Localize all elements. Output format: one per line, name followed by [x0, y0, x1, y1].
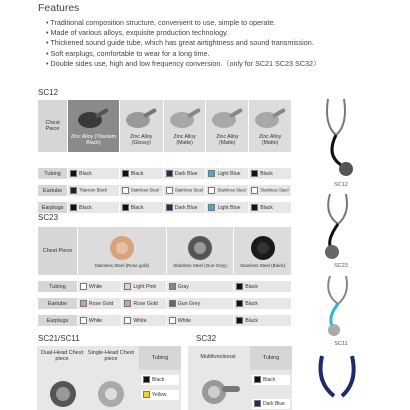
chest-piece-label: Chest Piece [38, 100, 67, 152]
row-label: Eartube [38, 185, 67, 196]
sc12-row-tubing [38, 168, 291, 179]
color-swatch [236, 283, 243, 290]
option-text: Black [79, 204, 92, 211]
option-cell [68, 168, 119, 179]
option-text: Black [263, 377, 276, 383]
row-label: Earplugs [38, 315, 77, 326]
chest-piece-icon [209, 106, 245, 132]
sc32-col-multi: Multifunctional [200, 354, 236, 360]
chest-piece-label: Chest Piece [38, 227, 77, 275]
color-swatch [122, 204, 129, 211]
color-swatch [143, 391, 150, 398]
option-cell [122, 281, 165, 292]
option-cell [122, 315, 165, 326]
features-title: Features [38, 2, 80, 14]
sc23-piece-cell [167, 227, 234, 275]
chest-piece-icon [104, 234, 140, 262]
sc12-piece-cell [206, 100, 248, 152]
option-text: White [133, 317, 147, 324]
color-swatch [70, 170, 77, 177]
chest-piece-icon [252, 106, 288, 132]
stethoscope-image-sc12 [316, 95, 366, 180]
option-cell [252, 399, 290, 409]
option-cell [249, 168, 291, 179]
sc23-row-eartube [38, 298, 291, 309]
option-cell [234, 315, 291, 326]
sc21-col-dual: Dual-Head Chest piece [40, 350, 84, 362]
features-list [38, 18, 368, 69]
option-text: Stainless Steel [217, 187, 246, 193]
chest-piece-icon [93, 374, 129, 408]
option-cell [167, 298, 234, 309]
sc12-piece-cell [68, 100, 119, 152]
stethoscope-image-sc32 [312, 352, 368, 410]
color-swatch [70, 204, 77, 211]
color-swatch [124, 283, 131, 290]
option-text: Black [79, 170, 92, 177]
side-label-sc12: SC12 [334, 182, 348, 188]
sc12-piece-label: Zinc Alloy (Glossy) [130, 134, 153, 146]
option-text: Black [260, 170, 273, 177]
sc23-piece-label: Stainless Steel (Gun Grey) [173, 263, 227, 268]
color-swatch [251, 187, 258, 194]
feature-item: • Thickened sound guide tube, which has great airtightness and sound transmission. [46, 38, 368, 48]
color-swatch [236, 300, 243, 307]
side-label-sc23: SC23 [334, 263, 348, 269]
color-swatch [124, 300, 131, 307]
option-text: White [88, 283, 103, 290]
option-cell [164, 168, 206, 179]
color-swatch [169, 317, 176, 324]
sc12-piece-cell [164, 100, 206, 152]
sc12-piece-label: Zinc Alloy (Matte) [216, 134, 239, 146]
chest-piece-icon [196, 372, 244, 408]
color-swatch [208, 187, 215, 194]
option-text: Black [260, 204, 273, 211]
feature-item: • Soft earplugs, comfortable to wear for a long time. [46, 49, 368, 59]
sc12-table [37, 99, 292, 214]
color-swatch [166, 187, 173, 194]
row-label: Tubing [38, 281, 77, 292]
option-cell [68, 185, 119, 196]
color-swatch [251, 170, 258, 177]
option-text: Light Blue [217, 204, 241, 211]
row-label: Eartube [38, 298, 77, 309]
sc12-piece-label: Zinc Alloy (Matte) [173, 134, 196, 146]
option-text: Black [152, 377, 165, 383]
option-text: Black [130, 204, 144, 211]
color-swatch [254, 400, 261, 407]
sc32-col-tubing: Tubing [250, 346, 292, 370]
sc23-piece-label: Stainless Steel (Rose gold) [94, 263, 149, 268]
option-text: Black [245, 317, 258, 324]
sc21-table [37, 346, 181, 410]
stethoscope-image-sc23 [316, 190, 366, 262]
row-label: Tubing [38, 168, 67, 179]
feature-item: • Traditional composition structure, convenient to use, simple to operate. [46, 18, 368, 28]
option-cell [252, 375, 290, 385]
option-text: Light Pink [133, 283, 157, 290]
option-cell [234, 281, 291, 292]
option-text: White [177, 317, 191, 324]
option-text: Stainless Steel [130, 187, 160, 193]
option-cell [120, 185, 163, 196]
sc23-row-earplugs [38, 315, 291, 326]
option-cell [122, 298, 165, 309]
option-cell [206, 185, 248, 196]
option-text: Black [245, 300, 258, 307]
color-swatch [124, 317, 131, 324]
option-cell [249, 202, 291, 213]
option-text: Dark Blue [263, 401, 285, 407]
sc12-piece-cell [120, 100, 163, 152]
color-swatch [251, 204, 258, 211]
option-text: Rose Gold [133, 300, 158, 307]
option-cell [141, 390, 179, 400]
features-section [38, 2, 368, 69]
option-cell [78, 315, 121, 326]
sc23-title: SC23 [38, 213, 59, 222]
option-cell [120, 168, 163, 179]
color-swatch [80, 300, 87, 307]
option-cell [78, 298, 121, 309]
option-text: Gun Grey [177, 300, 201, 307]
color-swatch [208, 170, 215, 177]
option-text: Dark Blue [174, 170, 198, 177]
sc12-piece-label: Zinc Alloy (Matte) [259, 134, 282, 146]
feature-item: • Double sides use, high and low frequency conversion.（only for SC21 SC23 SC32） [46, 59, 368, 69]
chest-piece-icon [182, 234, 218, 262]
color-swatch [70, 187, 77, 194]
sc21-title: SC21/SC11 [38, 334, 80, 343]
color-swatch [208, 204, 215, 211]
option-text: Black [245, 283, 258, 290]
color-swatch [169, 300, 176, 307]
feature-item: • Made of various alloys, exquisite production technology. [46, 28, 368, 38]
color-swatch [166, 204, 173, 211]
option-text: Stainless Steel [260, 187, 289, 193]
option-cell [206, 168, 248, 179]
option-text: White [88, 317, 103, 324]
option-cell [164, 202, 206, 213]
option-cell [141, 375, 179, 385]
chest-piece-icon [75, 106, 111, 132]
sc23-piece-cell [78, 227, 166, 275]
chest-piece-icon [167, 106, 203, 132]
sc23-piece-label: Stainless Steel (Black) [240, 263, 286, 268]
option-text: Rose Gold [88, 300, 114, 307]
chest-piece-icon [45, 374, 81, 408]
option-text: Light Blue [217, 170, 241, 177]
option-cell [167, 281, 234, 292]
color-swatch [166, 170, 173, 177]
option-text: Black [130, 170, 144, 177]
option-text: Stainless Steel [174, 187, 204, 193]
color-swatch [236, 317, 243, 324]
sc12-piece-cell [249, 100, 291, 152]
stethoscope-image-sc11 [316, 272, 366, 340]
option-cell [164, 185, 206, 196]
color-swatch [143, 376, 150, 383]
chest-piece-icon [245, 234, 281, 262]
option-cell [78, 281, 121, 292]
sc23-row-tubing [38, 281, 291, 292]
option-cell [249, 185, 291, 196]
color-swatch [122, 187, 129, 194]
option-cell [206, 202, 248, 213]
option-cell [68, 202, 119, 213]
color-swatch [80, 283, 87, 290]
color-swatch [169, 283, 176, 290]
sc23-table [37, 226, 292, 327]
color-swatch [122, 170, 129, 177]
option-cell [234, 298, 291, 309]
color-swatch [80, 317, 87, 324]
side-label-sc11: SC11 [334, 341, 348, 347]
sc12-row-earplugs [38, 202, 291, 213]
sc12-piece-label: Zinc Alloy (Titanium Black) [70, 134, 116, 146]
color-swatch [254, 376, 261, 383]
option-cell [120, 202, 163, 213]
sc21-col-single: Single-Head Chest piece [87, 350, 135, 362]
chest-piece-icon [123, 106, 159, 132]
sc12-row-eartube [38, 185, 291, 196]
row-label: Earplugs [38, 202, 67, 213]
sc23-piece-cell [234, 227, 291, 275]
sc12-title: SC12 [38, 88, 59, 97]
sc32-title: SC32 [196, 334, 217, 343]
sc21-col-tubing: Tubing [139, 346, 181, 370]
option-text: Yellow [152, 392, 167, 398]
option-text: Gray [177, 283, 189, 290]
option-text: Titanium Black [79, 187, 108, 193]
option-text: Dark Blue [174, 204, 198, 211]
option-cell [167, 315, 234, 326]
sc32-table [188, 346, 292, 410]
